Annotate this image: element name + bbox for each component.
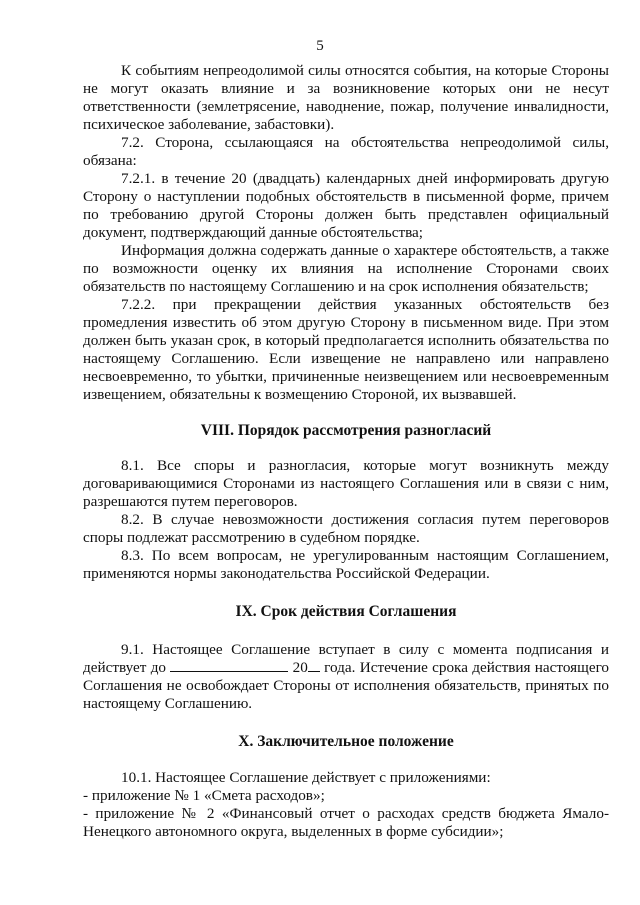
clause-9-1-end: года. Истечение срока действия настоящего Соглашения не освобождает Стороны от исполнения обязательств, принятых по настоящему Соглашению.: [83, 659, 610, 712]
date-blank: [170, 659, 288, 672]
force-majeure-definition: К событиям непреодолимой силы относятся события, на которые Стороны не могут оказать влияние и за возникновение которых они не несут ответственности (землетрясение, наводнение, пожар, получение инвалидности, психическое заболевание, забастовки).: [83, 62, 609, 133]
section-10-heading: X. Заключительное положение: [238, 733, 454, 750]
page-number: 5: [316, 38, 324, 54]
section-8-heading: VIII. Порядок рассмотрения разногласий: [200, 422, 492, 439]
information-requirements: Информация должна содержать данные о характере обстоятельств, а также по возможности оценку их влияния на исполнение Сторонами своих обязательств по настоящему Соглашению и на срок исполнения обязательств;: [83, 242, 609, 295]
clause-7-2: 7.2. Сторона, ссылающаяся на обстоятельства непреодолимой силы, обязана:: [83, 134, 609, 169]
clause-10-1: 10.1. Настоящее Соглашение действует с приложениями:: [121, 769, 491, 786]
clause-7-2-1: 7.2.1. в течение 20 (двадцать) календарных дней информировать другую Сторону о наступлении подобных обстоятельств в письменной форме, причем по требованию другой Стороны должен быть представлен официальный документ, подтверждающий данные обстоятельства;: [83, 170, 609, 241]
clause-8-1: 8.1. Все споры и разногласия, которые могут возникнуть между договаривающимися Сторонами из настоящего Соглашения или в связи с ним, разрешаются путем переговоров.: [83, 457, 609, 510]
year-prefix: 20: [292, 659, 308, 676]
clause-8-3: 8.3. По всем вопросам, не урегулированным настоящим Соглашением, применяются нормы законодательства Российской Федерации.: [83, 547, 609, 582]
year-blank: [308, 659, 320, 672]
clause-8-2: 8.2. В случае невозможности достижения согласия путем переговоров споры подлежат рассмотрению в судебном порядке.: [83, 511, 609, 546]
clause-7-2-2: 7.2.2. при прекращении действия указанных обстоятельств без промедления известить об этом другую Сторону в письменном виде. При этом должен быть указан срок, в который предполагается исполнить обязательства по настоящему Соглашению. Если извещение не направлено или направлено несвоевременно, то убытки, причиненные неизвещением или несвоевременным извещением, обязательны к возмещению Стороной, их вызвавшей.: [83, 296, 609, 403]
clause-9-1: [83, 641, 609, 713]
appendix-item-1: - приложение № 1 «Смета расходов»;: [83, 787, 325, 804]
clause-9-1-start: 9.1. Настоящее Соглашение вступает в силу с момента подписания и действует до: [83, 641, 609, 676]
document-body: [83, 62, 609, 841]
appendix-item-2: - приложение № 2 «Финансовый отчет о расходах средств бюджета Ямало-Ненецкого автономного округа, выделенных в форме субсидии»;: [83, 805, 609, 840]
section-9-heading: IX. Срок действия Соглашения: [235, 603, 457, 620]
